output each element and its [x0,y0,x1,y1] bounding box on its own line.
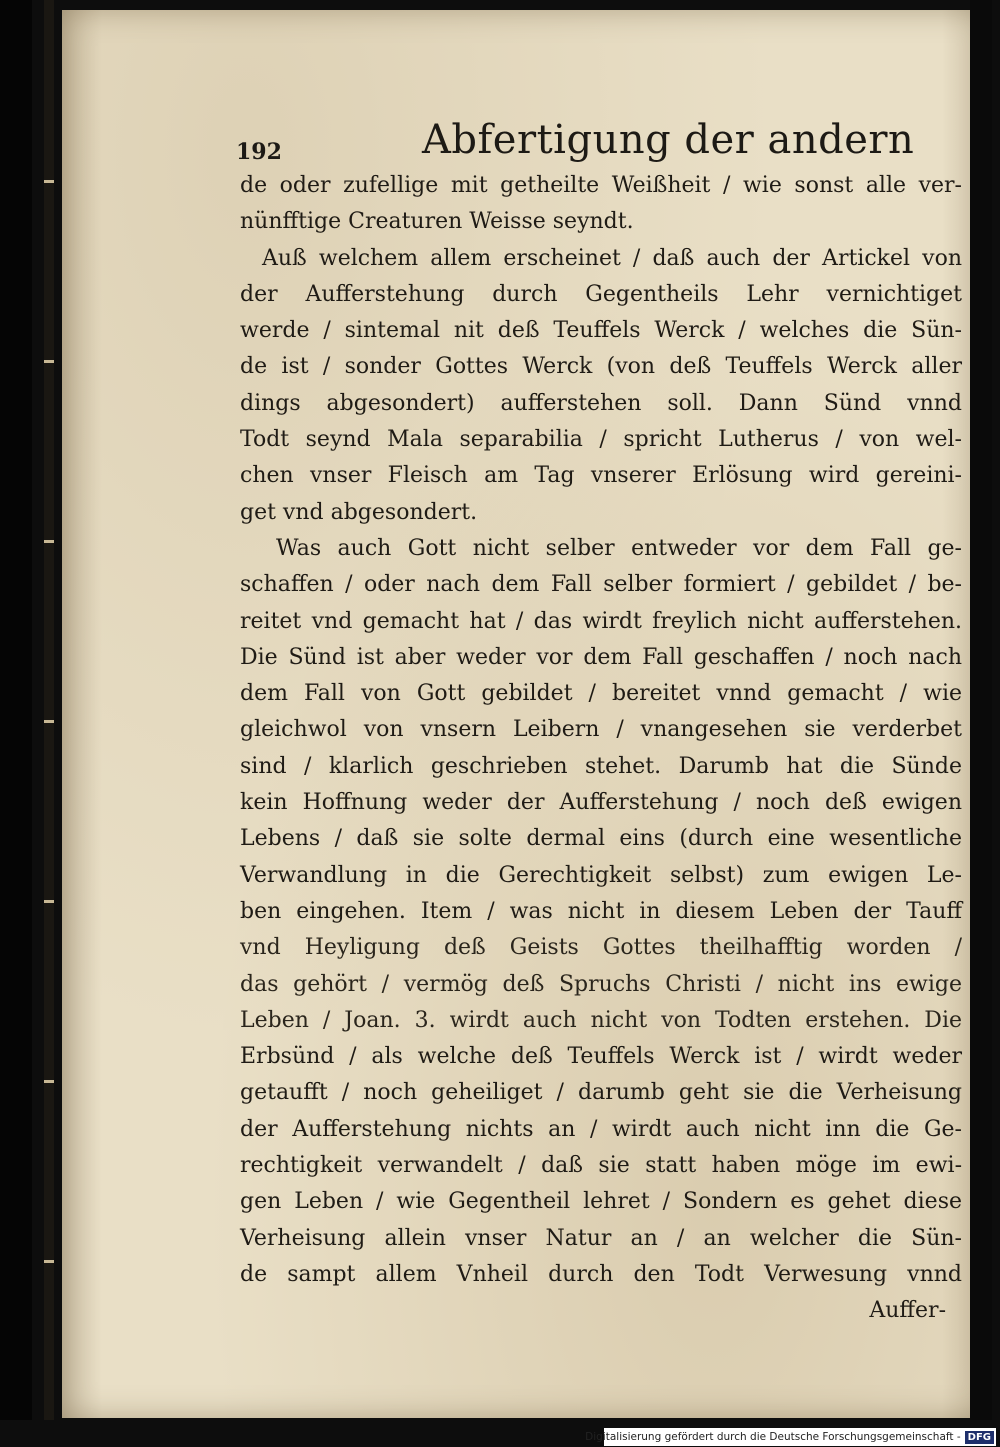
text-line: Todt seynd Mala separabilia / spricht Lutherus / von wel- [240,427,962,453]
text-line: getaufft / noch geheiliget / darumb geht sie die Verheisung [240,1080,962,1106]
digitization-credit-text: Digitalisierung gefördert durch die Deutsche Forschungsgemeinschaft - [585,1431,961,1443]
running-title: Abfertigung der andern [422,117,915,163]
text-line: Verheisung allein vnser Natur an / an welcher die Sün- [240,1225,962,1251]
text-line: gen Leben / wie Gegentheil lehret / Sondern es gehet diese [240,1189,962,1215]
text-line: ben eingehen. Item / was nicht in diesem Leben der Tauff [240,898,962,924]
text-line: schaffen / oder nach dem Fall selber formiert / gebildet / be- [240,572,962,598]
text-line: sind / klarlich geschrieben stehet. Darumb hat die Sünde [240,753,962,779]
text-line: Die Sünd ist aber weder vor dem Fall geschaffen / noch nach [240,644,962,670]
running-head [236,117,976,171]
text-line: der Aufferstehung durch Gegentheils Lehr vernichtiget [240,281,962,307]
scan-ruler-strip [44,0,54,1420]
text-line: dem Fall von Gott gebildet / bereitet vnnd gemacht / wie [240,681,962,707]
text-line: get vnd abgesondert. [240,499,478,525]
text-line: reitet vnd gemacht hat / das wirdt freylich nicht aufferstehen. [240,608,962,634]
text-line: werde / sintemal nit deß Teuffels Werck / welches die Sün- [240,318,962,344]
text-line: de sampt allem Vnheil durch den Todt Verwesung vnnd [240,1261,962,1287]
text-line: Was auch Gott nicht selber entweder vor dem Fall ge- [276,535,962,561]
text-line: vnd Heyligung deß Geists Gottes theilhafftig worden / [240,935,962,961]
scan-background-left [0,0,32,1420]
text-line: der Aufferstehung nichts an / wirdt auch nicht inn die Ge- [240,1116,962,1142]
text-line: kein Hoffnung weder der Aufferstehung / noch deß ewigen [240,790,962,816]
text-line: de oder zufellige mit getheilte Weißheit / wie sonst alle ver- [240,173,962,198]
text-line: Verwandlung in die Gerechtigkeit selbst) zum ewigen Le- [240,862,962,888]
catchword: Auffer- [869,1298,946,1324]
dfg-logo: DFG [965,1431,994,1444]
body-text [240,168,962,1329]
text-line: das gehört / vermög deß Spruchs Christi / nicht ins ewige [240,971,962,997]
text-line: Leben / Joan. 3. wirdt auch nicht von Todten erstehen. Die [240,1007,962,1033]
page-number: 192 [236,139,282,165]
scan-background-right [970,0,992,1420]
text-line: Lebens / daß sie solte dermal eins (durch eine wesentliche [240,826,962,852]
text-line: nünfftige Creaturen Weisse seyndt. [240,209,634,235]
text-line: dings abgesondert) aufferstehen soll. Dann Sünd vnnd [240,390,962,416]
text-line: rechtigkeit verwandelt / daß sie statt haben möge im ewi- [240,1153,962,1179]
text-line: de ist / sonder Gottes Werck (von deß Teuffels Werck aller [240,354,962,380]
text-line: Erbsünd / als welche deß Teuffels Werck ist / wirdt weder [240,1044,962,1070]
digitization-credit-banner [585,1428,996,1446]
text-line: gleichwol von vnsern Leibern / vnangesehen sie verderbet [240,717,962,743]
text-line: Auß welchem allem erscheinet / daß auch der Artickel von [262,245,962,271]
text-line: chen vnser Fleisch am Tag vnserer Erlösung wird gereini- [240,463,962,489]
